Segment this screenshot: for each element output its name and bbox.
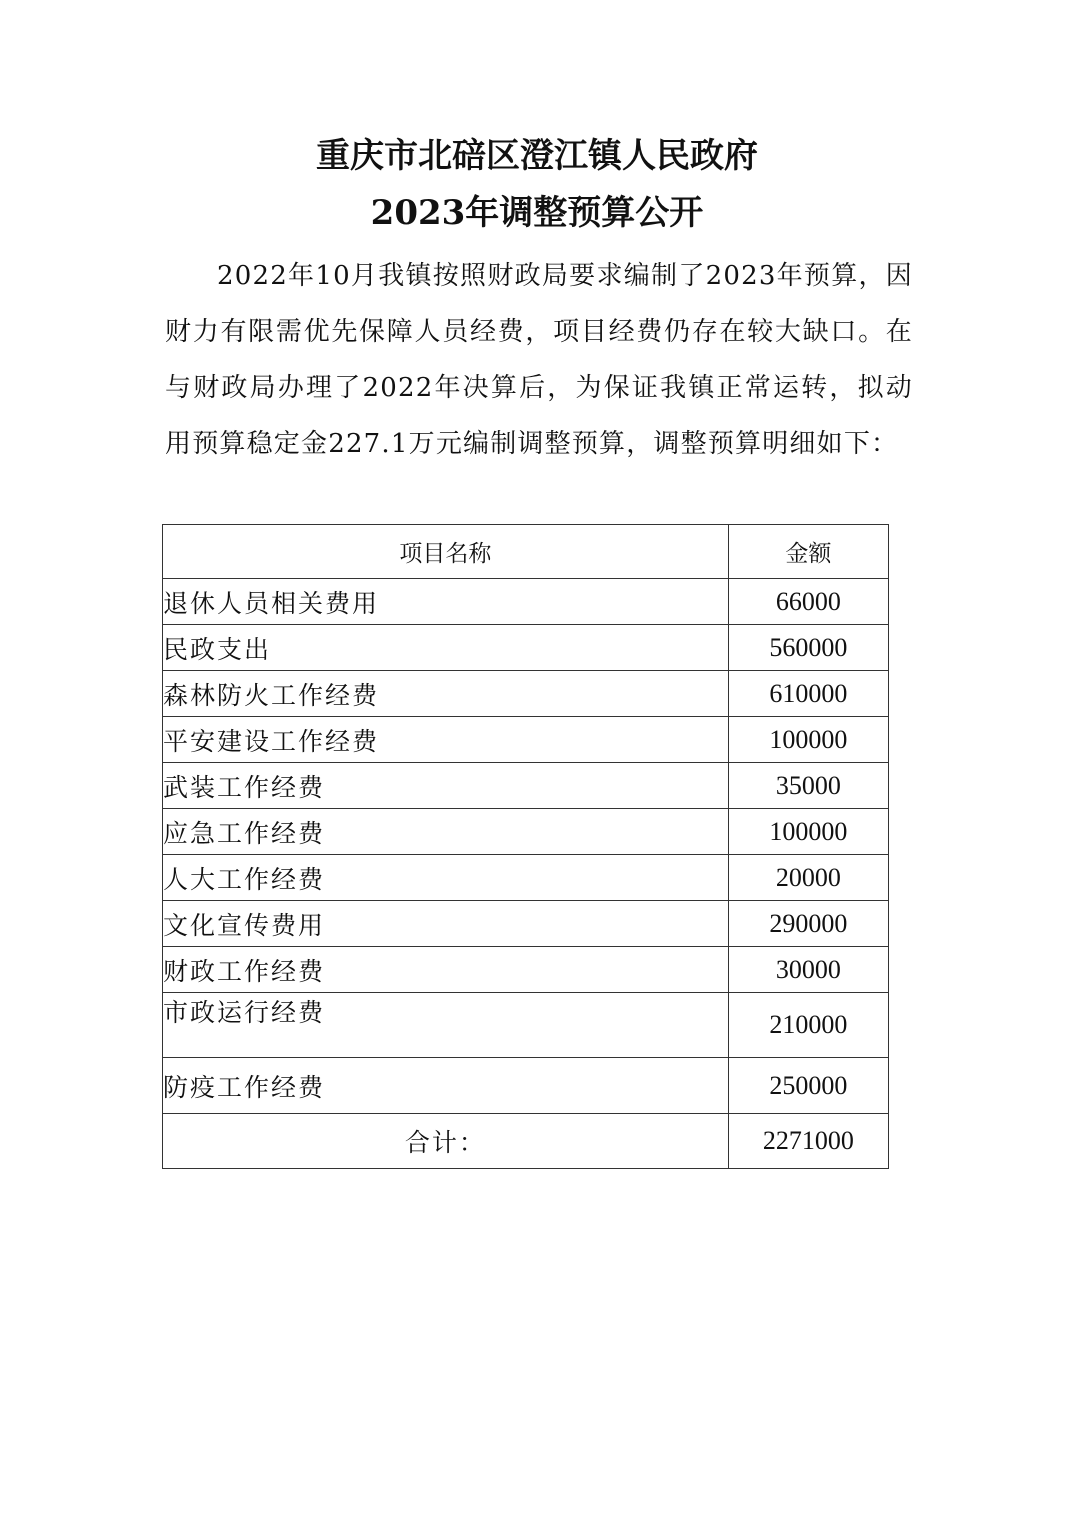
table-header-row xyxy=(163,525,889,579)
header-amount: 金额 xyxy=(728,525,888,579)
table-row xyxy=(163,625,889,671)
row-name: 财政工作经费 xyxy=(163,947,729,993)
table-row xyxy=(163,947,889,993)
table-row xyxy=(163,809,889,855)
row-amount: 100000 xyxy=(728,717,888,763)
row-amount: 100000 xyxy=(728,809,888,855)
row-amount: 610000 xyxy=(728,671,888,717)
budget-table xyxy=(162,524,889,1169)
row-name: 人大工作经费 xyxy=(163,855,729,901)
row-amount: 250000 xyxy=(728,1058,888,1114)
row-amount: 66000 xyxy=(728,579,888,625)
row-name: 民政支出 xyxy=(163,625,729,671)
table-row xyxy=(163,763,889,809)
row-name: 退休人员相关费用 xyxy=(163,579,729,625)
table-row xyxy=(163,671,889,717)
row-amount: 35000 xyxy=(728,763,888,809)
row-name: 应急工作经费 xyxy=(163,809,729,855)
intro-paragraph: 2022年10月我镇按照财政局要求编制了2023年预算，因财力有限需优先保障人员经费，项目经费仍存在较大缺口。在与财政局办理了2022年决算后，为保证我镇正常运转，拟动用预算稳定金227.1万元编制调整预算，调整预算明细如下： xyxy=(165,261,913,459)
row-name: 防疫工作经费 xyxy=(163,1058,729,1114)
row-amount: 560000 xyxy=(728,625,888,671)
table-row xyxy=(163,993,889,1058)
row-amount: 20000 xyxy=(728,855,888,901)
row-name: 武装工作经费 xyxy=(163,763,729,809)
table-row xyxy=(163,579,889,625)
row-name: 森林防火工作经费 xyxy=(163,671,729,717)
row-amount: 290000 xyxy=(728,901,888,947)
total-label: 合计： xyxy=(163,1114,729,1169)
row-name: 文化宣传费用 xyxy=(163,901,729,947)
header-project-name: 项目名称 xyxy=(163,525,729,579)
row-name: 平安建设工作经费 xyxy=(163,717,729,763)
table-row xyxy=(163,717,889,763)
total-amount: 2271000 xyxy=(728,1114,888,1169)
row-amount: 210000 xyxy=(728,993,888,1058)
table-row xyxy=(163,855,889,901)
row-name: 市政运行经费 xyxy=(163,993,729,1058)
total-row xyxy=(163,1114,889,1169)
document-title-line-1: 重庆市北碚区澄江镇人民政府 xyxy=(316,136,758,176)
table-row xyxy=(163,1058,889,1114)
row-amount: 30000 xyxy=(728,947,888,993)
document-title-line-2: 2023年调整预算公开 xyxy=(370,193,704,233)
table-row xyxy=(163,901,889,947)
